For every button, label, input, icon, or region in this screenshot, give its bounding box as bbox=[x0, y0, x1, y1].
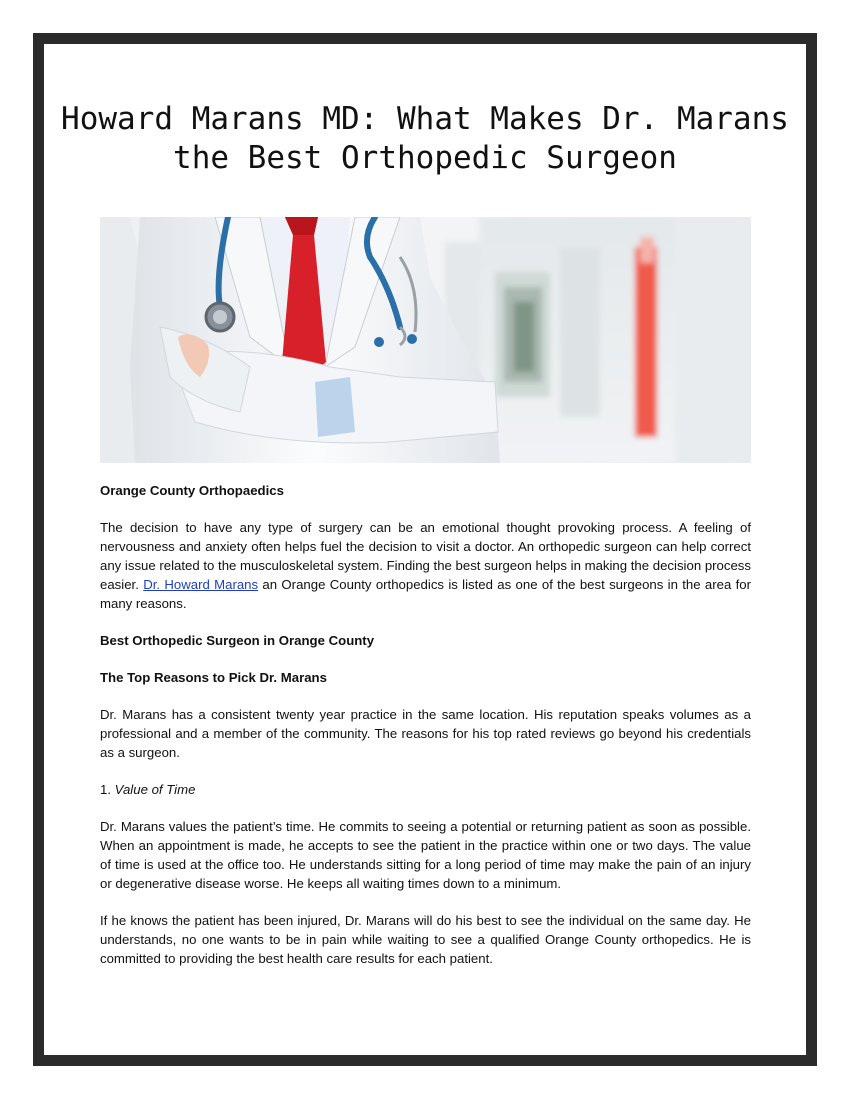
paragraph-same-day: If he knows the patient has been injured, Dr. Marans will do his best to see the individual on the same day. He understands, no one wants to be in pain while waiting to see a qualified Orange County orthopedics. He is committed to providing the best health care results for each patient. bbox=[100, 913, 751, 966]
section-heading-top-reasons: The Top Reasons to Pick Dr. Marans bbox=[100, 670, 327, 685]
doctor-photo-illustration bbox=[100, 217, 751, 463]
list-item-number: 1. bbox=[100, 782, 115, 797]
paragraph-practice: Dr. Marans has a consistent twenty year practice in the same location. His reputation speaks volumes as a professional and a member of the community. The reasons for his top rated reviews go beyond his credentials as a surgeon. bbox=[100, 707, 751, 760]
hero-image bbox=[100, 217, 751, 463]
paragraph-intro-text-1: The decision to have any type of surgery can be an emotional thought provoking process. A feeling of nervousness and anxiety often helps fuel the decision to visit a doctor. An orthopedic surgeon can help correct any issue related to the musculoskeletal system. Finding the best surgeon helps in making the decision process easier. bbox=[100, 520, 751, 592]
list-item-value-of-time bbox=[100, 780, 751, 799]
document-title: Howard Marans MD: What Makes Dr. Marans the Best Orthopedic Surgeon bbox=[61, 101, 789, 176]
link-dr-howard-marans[interactable]: Dr. Howard Marans bbox=[143, 577, 259, 592]
paragraph-intro bbox=[100, 518, 751, 613]
paragraph-intro-text-2: an Orange County orthopedics is listed as one of the best surgeons in the area for many reasons. bbox=[100, 577, 752, 611]
article-body bbox=[100, 481, 751, 986]
section-heading-best-surgeon: Best Orthopedic Surgeon in Orange County bbox=[100, 633, 375, 648]
list-item-title: Value of Time bbox=[114, 782, 196, 797]
paragraph-values-time: Dr. Marans values the patient’s time. He commits to seeing a potential or returning patient as soon as possible. When an appointment is made, he accepts to see the patient in the practice within one or two days. The value of time is used at the office too. He understands sitting for a long period of time may make the pain of an injury or degenerative disease worse. He keeps all waiting times down to a minimum. bbox=[100, 819, 751, 891]
section-heading-orange-county-orthopaedics: Orange County Orthopaedics bbox=[100, 483, 284, 498]
